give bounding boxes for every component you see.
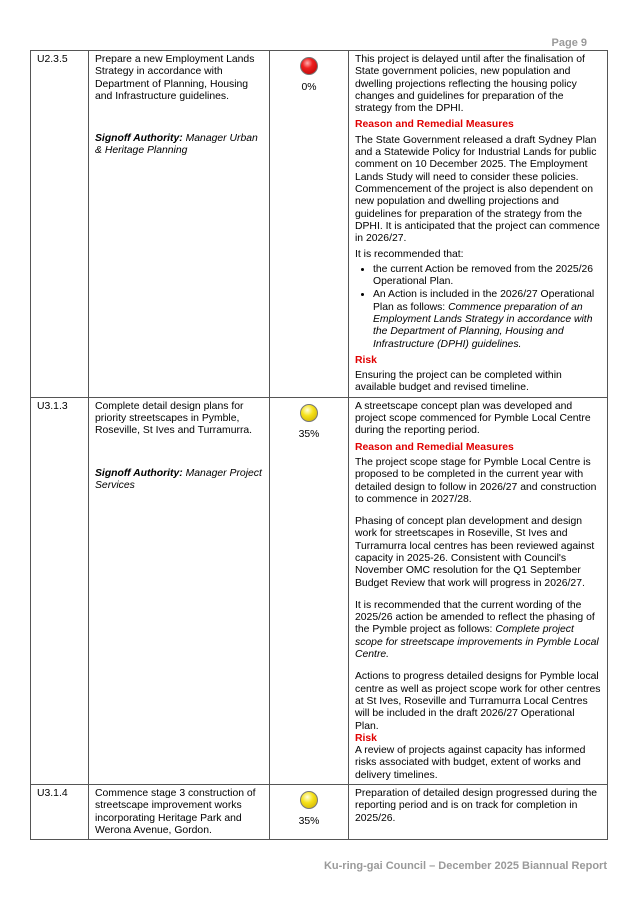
status-yellow-icon <box>300 791 318 809</box>
action-cell <box>89 785 270 840</box>
reason-paragraph <box>355 600 601 661</box>
percent-complete: 35% <box>298 816 320 828</box>
status-cell <box>270 51 349 398</box>
footer-title: Ku-ring-gai Council – December 2025 Biannual Report <box>323 860 607 872</box>
status-cell <box>270 397 349 784</box>
action-description: Prepare a new Employment Lands Strategy in accordance with Department of Planning, Housing and Infrastructure guidelines. <box>95 54 255 102</box>
reason-text: The State Government released a draft Sydney Plan and a Statewide Policy for Industrial Lands for public comment on 10 December 2025. The Employment Lands Study will need to consider these policies. Commencement of the project is also dependent on new population and dwelling projections and guidelines for preparation of the strategy from the DPHI. It is anticipated that the project can commence in 2026/27. <box>355 134 600 245</box>
status-cell <box>270 785 349 840</box>
percent-complete: 0% <box>301 82 317 93</box>
comment-intro: Preparation of detailed design progressed during the reporting period and is on track for completion in 2025/26. <box>355 788 598 824</box>
comment-cell <box>349 51 608 398</box>
table-row <box>31 397 608 784</box>
status-yellow-icon <box>300 404 318 422</box>
progress-table <box>30 50 608 840</box>
risk-text: Ensuring the project can be completed within available budget and revised timeline. <box>355 370 562 394</box>
action-code: U2.3.5 <box>31 51 89 398</box>
action-cell <box>89 397 270 784</box>
signoff <box>95 468 263 493</box>
reason-heading: Reason and Remedial Measures <box>355 119 514 131</box>
reason-heading: Reason and Remedial Measures <box>355 441 514 453</box>
reason-paragraph: Actions to progress detailed designs for Pymble local centre as well as project scope work for other centres at St Ives, Roseville and Turramurra Local Centres will be included in the draft 2026/27 Operational Plan. <box>355 671 601 732</box>
comment-intro: This project is delayed until after the finalisation of State government policies, new population and dwelling projections reflecting the housing policy changes and guidelines for preparation of the strategy from the DPHI. <box>355 54 585 115</box>
table-row <box>31 785 608 840</box>
bullet-italic-text: Commence preparation of an Employment Lands Strategy in accordance with the Department of Planning, Housing and Infrastructure (DPHI) guidelines. <box>373 301 593 350</box>
list-item: • the current Action be removed from the 2025/26 Operational Plan. <box>373 264 601 289</box>
signoff-label: Signoff Authority: <box>95 133 183 145</box>
paragraph-italic-text: Complete project scope for streetscape improvements in Pymble Local Centre. <box>355 624 599 661</box>
list-item <box>373 289 601 350</box>
action-description: Complete detail design plans for priority streetscapes in Pymble, Roseville, St Ives and Turramurra. <box>95 400 253 437</box>
page-number: Page 9 <box>551 37 587 49</box>
percent-complete: 35% <box>298 428 320 440</box>
action-description: Commence stage 3 construction of streetscape improvement works incorporating Heritage Park and Werona Avenue, Gordon. <box>95 788 256 836</box>
signoff <box>95 133 263 158</box>
risk-heading: Risk <box>355 354 377 366</box>
paragraph-text: It is recommended that the current wording of the 2025/26 action be amended to reflect the phasing of the Pymble project as follows: <box>355 599 595 636</box>
table-row <box>31 51 608 398</box>
risk-text: A review of projects against capacity has informed risks associated with budget, extent of works and delivery timelines. <box>355 745 586 781</box>
signoff-value: Manager Project Services <box>95 467 262 491</box>
comment-cell <box>349 785 608 840</box>
comment-intro: A streetscape concept plan was developed and project scope commenced for Pymble Local Centre during the reporting period. <box>355 400 591 437</box>
comment-cell <box>349 397 608 784</box>
action-code: U3.1.4 <box>31 785 89 840</box>
bullet-text: An Action is included in the 2026/27 Operational Plan as follows: <box>373 289 595 313</box>
reason-paragraph: The project scope stage for Pymble Local Centre is proposed to be completed in the current year with detailed design to follow in 2026/27 and construction to commence in 2027/28. <box>355 456 597 505</box>
recommend-text: It is recommended that: <box>355 249 464 261</box>
recommend-list <box>355 264 601 351</box>
action-code: U3.1.3 <box>31 397 89 784</box>
risk-heading: Risk <box>355 732 377 744</box>
signoff-value: Manager Urban & Heritage Planning <box>95 133 258 157</box>
status-red-icon <box>300 57 318 75</box>
action-cell <box>89 51 270 398</box>
reason-paragraph: Phasing of concept plan development and design work for streetscapes in Roseville, St Ives and Turramurra local centres has been reviewed against capacity in 2025-26. Consistent with Council's November OMC resolution for the Q1 September Budget Review that work will progress in 2026/27. <box>355 516 595 589</box>
signoff-label: Signoff Authority: <box>95 467 183 479</box>
